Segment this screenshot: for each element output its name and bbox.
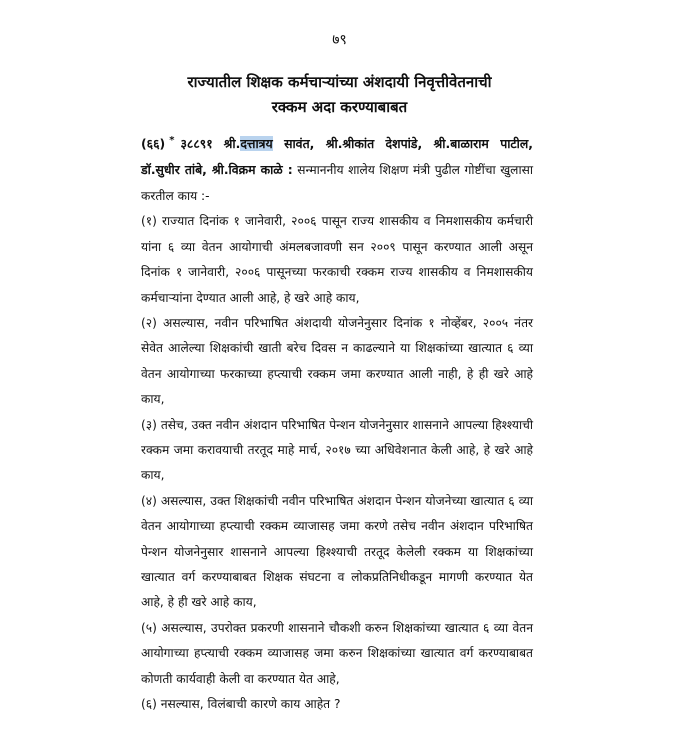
question-item-6: (६) नसल्यास, विलंबाची कारणे काय आहेत ? [141, 697, 341, 711]
question-intro: सन्माननीय शालेय शिक्षण मंत्री पुढील गोष्टींचा खुलासा करतील काय :- [141, 163, 533, 203]
question-item-2: (२) असल्यास, नवीन परिभाषित अंशदायी योजनेनुसार दिनांक १ नोव्हेंबर, २००५ नंतर सेवेत आलेल्या शिक्षकांची खाती बरेच दिवस न काढल्याने या शिक्षकांच्या खात्यात ६ व्या वेतन आयोगाच्या फरकाच्या हप्त्याची रक्कम जमा करण्यात आली नाही, हे ही खरे आहे काय, [141, 315, 533, 407]
title-line-2: रक्कम अदा करण्याबाबत [271, 98, 408, 116]
question-item-3: (३) तसेच, उक्त नवीन अंशदान परिभाषित पेन्शन योजनेनुसार शासनाने आपल्या हिश्श्याची रक्कम जमा करावयाची तरतूद माहे मार्च, २०१७ च्या अधिवेशनात केली आहे, हे खरे आहे काय, [141, 417, 533, 483]
question-item-5: (५) असल्यास, उपरोक्त प्रकरणी शासनाने चौकशी करुन शिक्षकांच्या खात्यात ६ व्या वेतन आयोगाच्या हप्त्याची रक्कम व्याजासह जमा करुन शिक्षकांच्या खात्यात वर्ग करण्याबाबत कोणती कार्यवाही केली वा करण्यात येत आहे, [141, 620, 533, 686]
members-list: सावंत, श्री.श्रीकांत देशपांडे, श्री.बाळाराम पाटील, डॉ.सुधीर तांबे, श्री.विक्रम काळे : [141, 136, 533, 178]
starred-question-marker: * [169, 135, 175, 146]
question-serial: (६६) [141, 136, 166, 152]
title-line-1: राज्यातील शिक्षक कर्मचाऱ्यांच्या अंशदायी निवृत्तीवेतनाची [187, 73, 492, 91]
question-item-1: (१) राज्यात दिनांक १ जानेवारी, २००६ पासून राज्य शासकीय व निमशासकीय कर्मचारी यांना ६ व्या वेतन आयोगाची अंमलबजावणी सन २००९ पासून करण्यात आली असून दिनांक १ जानेवारी, २००६ पासूनच्या फरकाची रक्कम राज्य शासकीय व निमशासकीय कर्मचाऱ्यांना देण्यात आली आहे, हे खरे आहे काय, [141, 214, 533, 305]
question-item-4: (४) असल्यास, उक्त शिक्षकांची नवीन परिभाषित अंशदान पेन्शन योजनेच्या खात्यात ६ व्या वेतन आयोगाच्या हप्त्याची रक्कम व्याजासह जमा करणे तसेच नवीन अंशदान परिभाषित पेन्शन योजनेनुसार शासनाने आपल्या हिश्श्याची तरतूद केलेली रक्कम या शिक्षकांच्या खात्यात वर्ग करण्याबाबत शिक्षक संघटना व लोकप्रतिनिधीकडून मागणी करण्यात येत आहे, हे ही खरे आहे काय, [141, 493, 533, 610]
page-number: ७९ [332, 32, 347, 48]
members-prefix: श्री. [223, 136, 241, 152]
question-header [141, 128, 533, 209]
question-body [141, 128, 533, 717]
document-title [0, 70, 679, 120]
question-number: ३८८९१ [180, 136, 213, 152]
highlighted-text-selection[interactable]: दत्तात्रय [240, 136, 273, 152]
